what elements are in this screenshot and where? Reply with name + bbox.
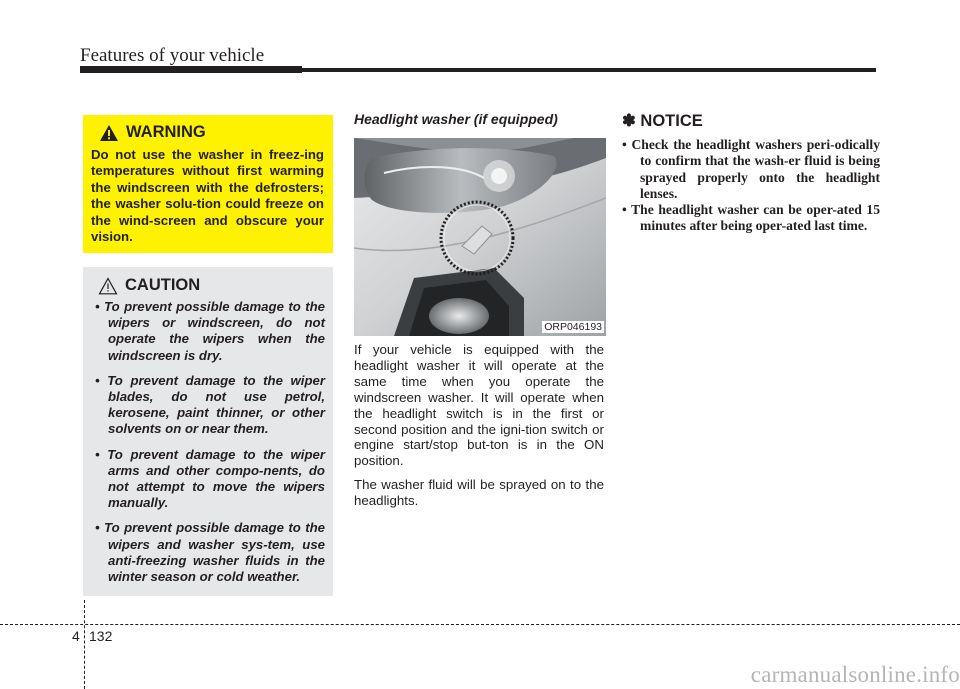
- notice-title: ✽ NOTICE: [622, 112, 703, 130]
- footer-rule: [0, 624, 960, 625]
- footer-divider: [84, 600, 85, 689]
- notice-item: • Check the headlight washers peri-odically to confirm that the wash-er fluid is being sprayed properly onto the headlight lenses.: [622, 137, 880, 201]
- caution-item: • To prevent damage to the wiper arms and other compo-nents, do not attempt to move the wipers manually.: [95, 446, 325, 511]
- page-header-title: Features of your vehicle: [80, 45, 265, 66]
- body-paragraph: The washer fluid will be sprayed on to the headlights.: [354, 477, 604, 509]
- section-body: [354, 342, 604, 517]
- caution-triangle-icon: [98, 277, 118, 295]
- watermark-text: carmanualsonline.info: [750, 662, 960, 687]
- headlight-washer-photo: [354, 138, 606, 336]
- warning-text: Do not use the washer in freez-ing temperatures without first warming the windscreen with the defrosters; the washer solu-tion could freeze on the wind-screen and obscure your vision.: [91, 147, 324, 245]
- body-paragraph: If your vehicle is equipped with the headlight washer it will operate at the same time when you operate the windscreen washer. It will operate when the headlight switch is in the first or second position and the igni-tion switch or engine start/stop but-ton is in the ON position.: [354, 342, 604, 469]
- caution-list: [91, 299, 325, 585]
- caution-title: CAUTION: [125, 276, 201, 294]
- warning-title: WARNING: [126, 123, 206, 141]
- caution-item: • To prevent possible damage to the wipers or windscreen, do not operate the wipers when the windscreen is dry.: [95, 299, 325, 363]
- caution-item: • To prevent possible damage to the wipers and washer sys-tem, use anti-freezing washer fluids in the winter season or cold weather.: [95, 520, 325, 585]
- warning-header: [99, 123, 325, 142]
- warning-box: [83, 115, 333, 253]
- page-number: 132: [89, 628, 113, 644]
- notice-item: • The headlight washer can be oper-ated 15 minutes after being oper-ated last time.: [622, 202, 880, 234]
- caution-item: • To prevent damage to the wiper blades, do not use petrol, kerosene, paint thinner, or other solvents on or near them.: [95, 372, 325, 437]
- car-front-illustration: [354, 138, 606, 336]
- warning-triangle-icon: [99, 124, 119, 142]
- caution-header: [98, 276, 325, 295]
- header-rule: [80, 68, 876, 72]
- chapter-number: 4: [72, 628, 80, 644]
- notice-list: [622, 137, 880, 235]
- caution-box: [83, 267, 333, 596]
- section-heading: Headlight washer (if equipped): [354, 111, 558, 127]
- figure-code: ORP046193: [544, 321, 602, 333]
